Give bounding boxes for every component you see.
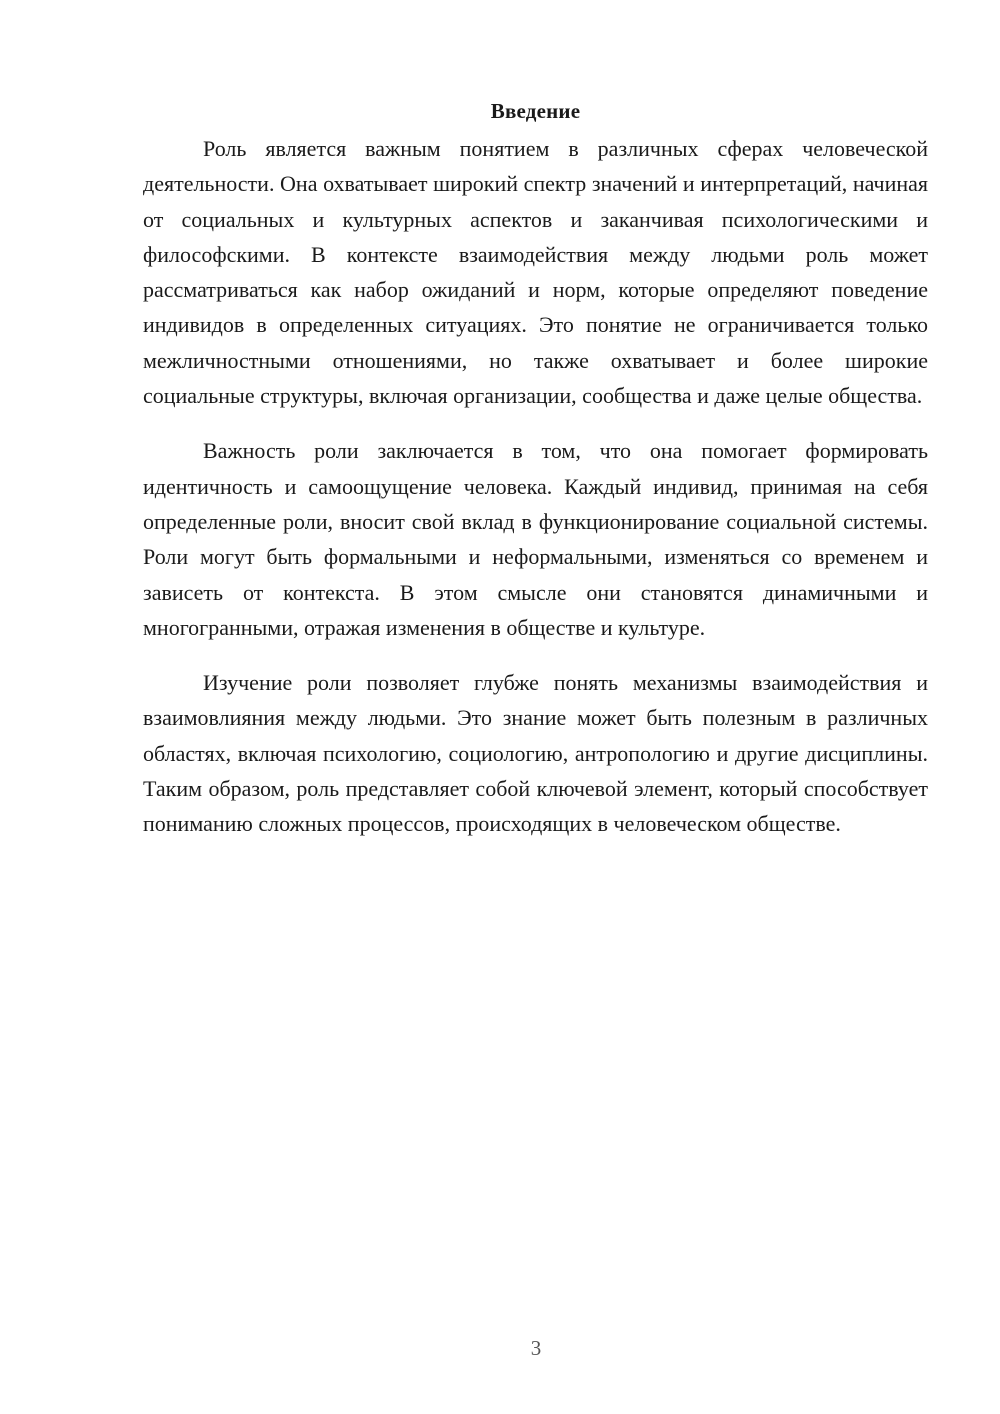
paragraph-1: Роль является важным понятием в различных сферах человеческой деятельности. Она охватывает широкий спектр значений и интерпретаций, начиная от социальных и культурных аспектов и заканчивая психологическими и философскими. В контексте взаимодействия между людьми роль может рассматриваться как набор ожиданий и норм, которые определяют поведение индивидов в определенных ситуациях. Это понятие не ограничивается только межличностными отношениями, но также охватывает и более широкие социальные структуры, включая организации, сообщества и даже целые общества. (143, 136, 928, 409)
paragraph-2: Важность роли заключается в том, что она помогает формировать идентичность и самоощущение человека. Каждый индивид, принимая на себя определенные роли, вносит свой вклад в функционирование социальной системы. Роли могут быть формальными и неформальными, изменяться со временем и зависеть от контекста. В этом смысле они становятся динамичными и многогранными, отражая изменения в обществе и культуре. (143, 438, 928, 640)
paragraph-3: Изучение роли позволяет глубже понять механизмы взаимодействия и взаимовлияния между людьми. Это знание может быть полезным в различных областях, включая психологию, социологию, антропологию и другие дисциплины. Таким образом, роль представляет собой ключевой элемент, который способствует пониманию сложных процессов, происходящих в человеческом обществе. (143, 670, 928, 837)
section-title: Введение (490, 99, 581, 123)
page-content (143, 97, 928, 862)
page-number: 3 (530, 1336, 542, 1360)
